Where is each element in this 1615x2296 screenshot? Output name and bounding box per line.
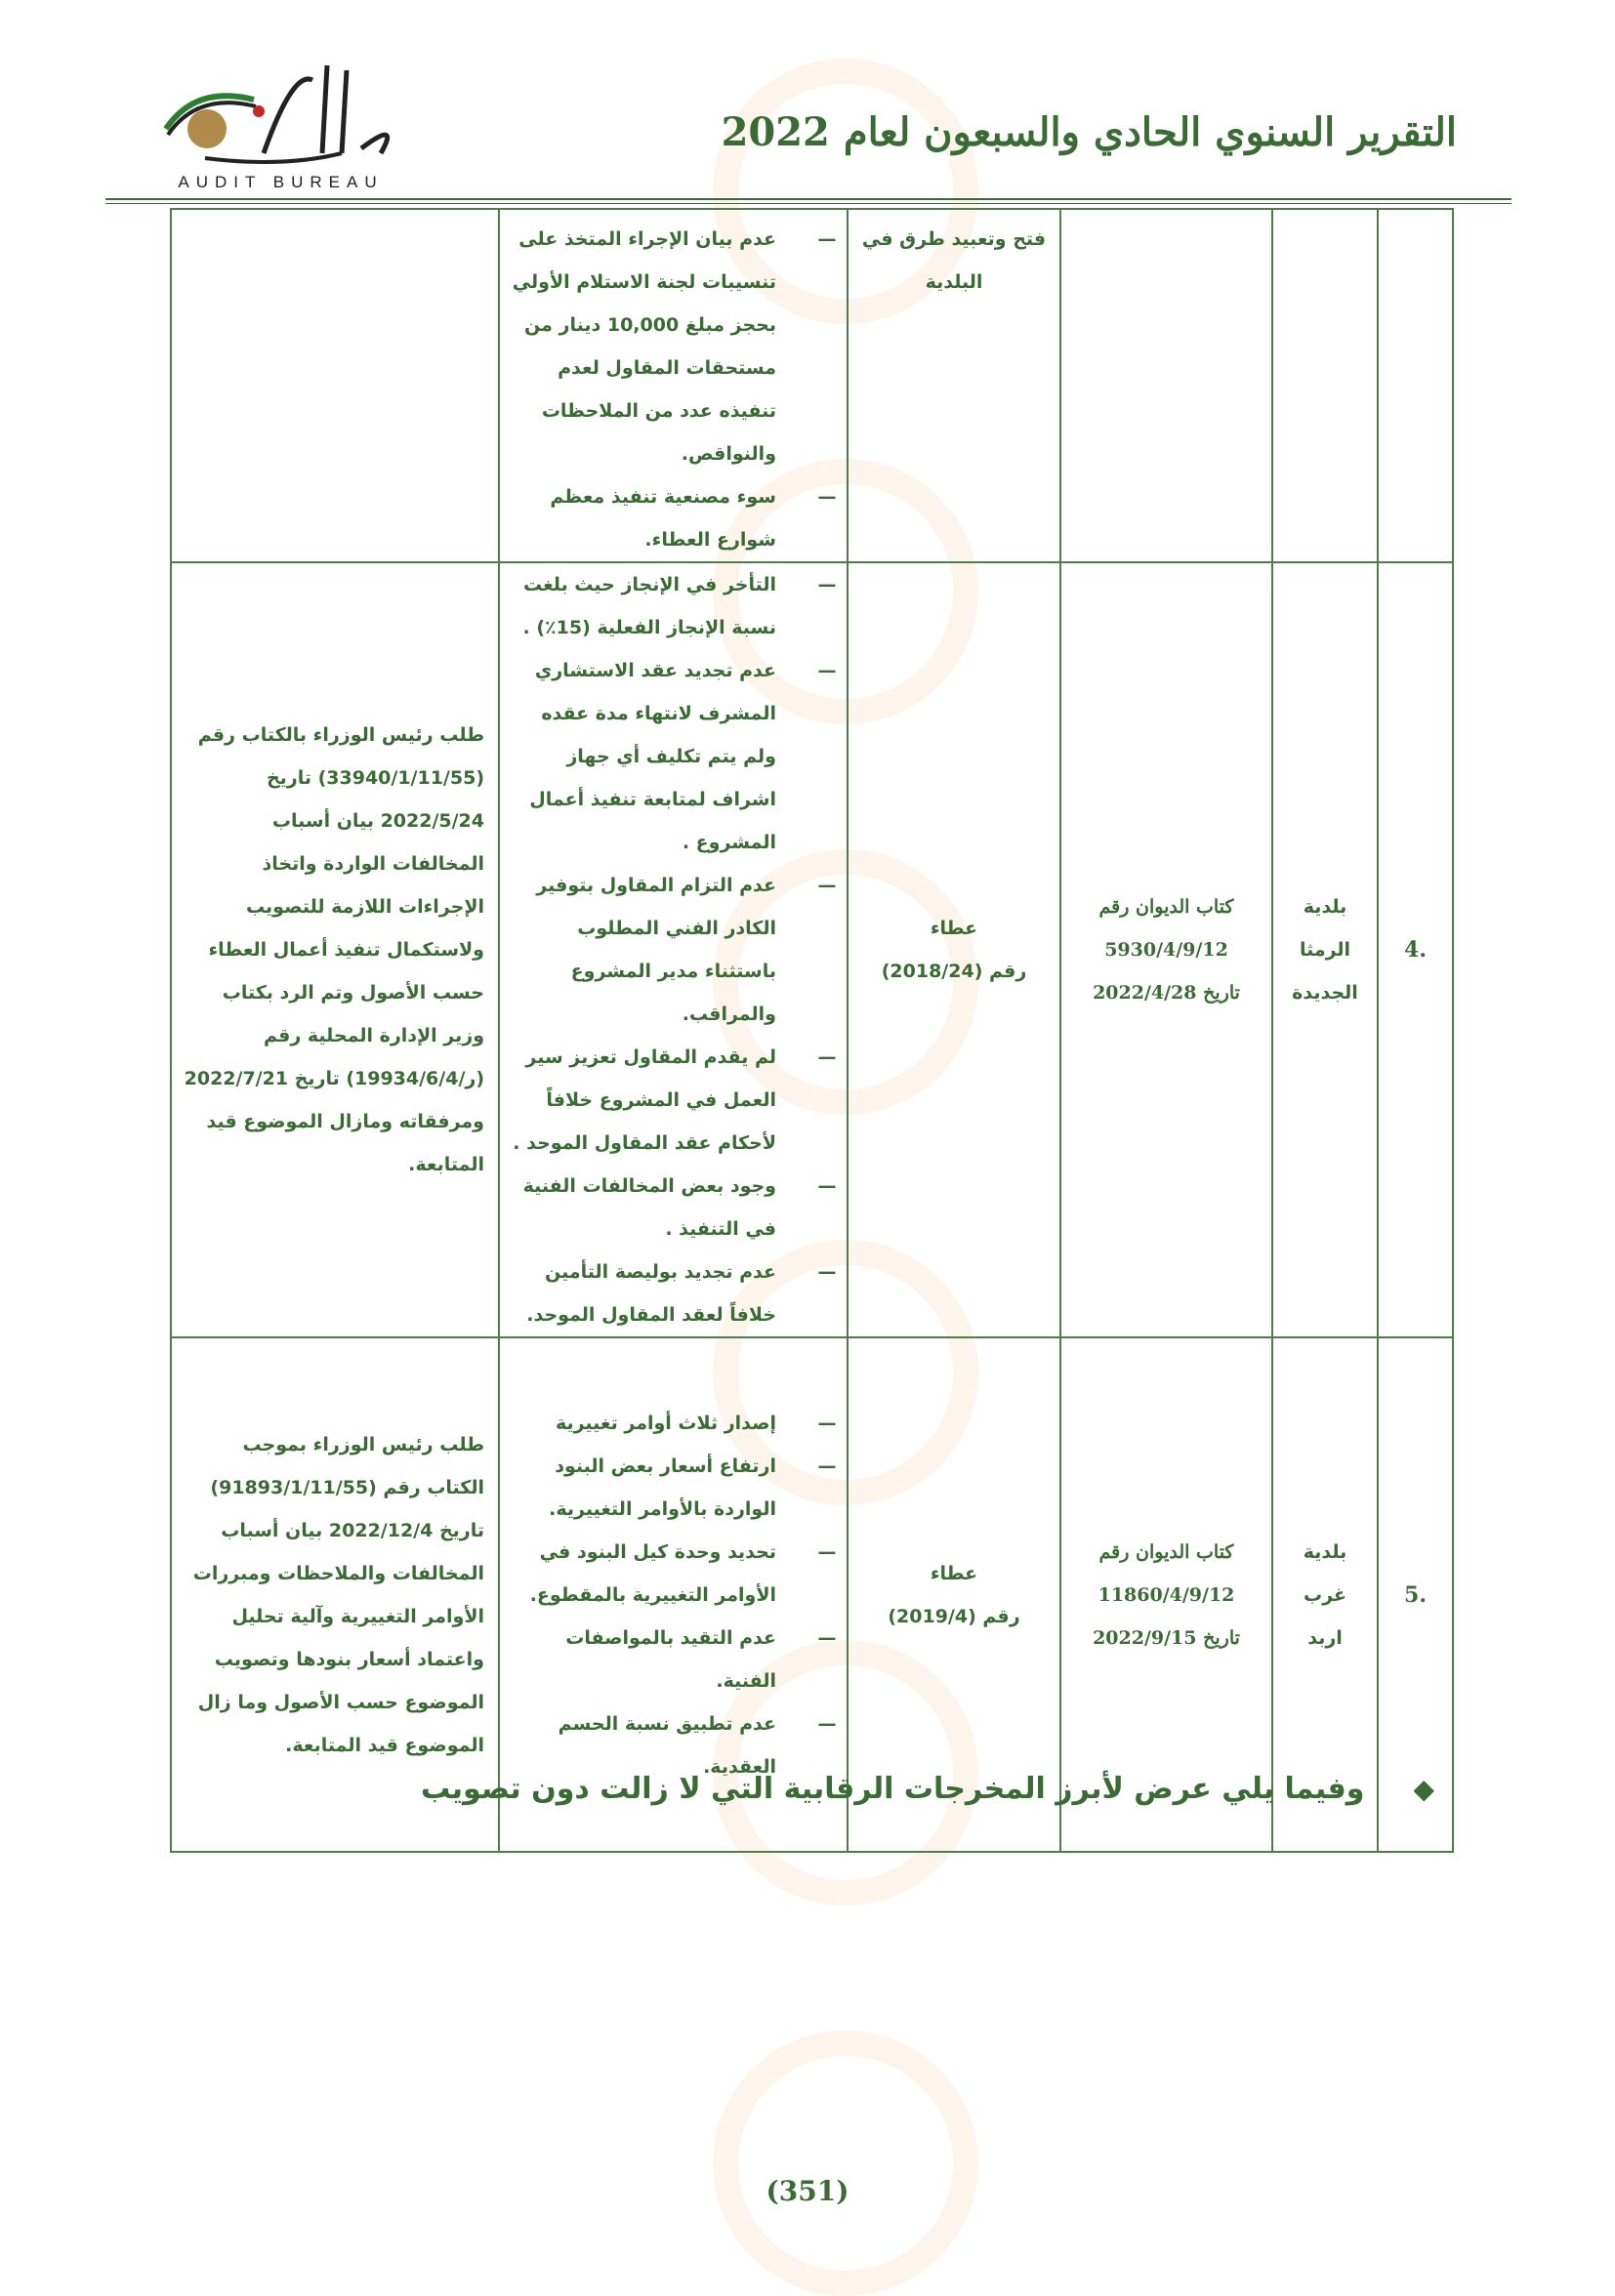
section-intro: [421, 1772, 1434, 1806]
project: [848, 209, 1060, 562]
dash-icon: —: [817, 1046, 837, 1068]
project: عطاء رقم (2019/4): [848, 1337, 1060, 1852]
finding-item: — إصدار ثلاث أوامر تغييرية: [510, 1402, 776, 1445]
dash-icon: —: [817, 1455, 837, 1477]
dash-icon: —: [817, 1626, 837, 1649]
findings-cell: [499, 209, 848, 562]
dash-icon: —: [817, 228, 837, 250]
diamond-icon: ◆: [1413, 1773, 1434, 1805]
municipality: بلدية غرب اربد: [1272, 1337, 1378, 1852]
audit-letter: كتاب الديوان رقم 5930/4/9/12 تاريخ 2022/4/28: [1060, 562, 1272, 1337]
header-divider: [105, 198, 1511, 200]
table-row: [171, 562, 1453, 1337]
finding-item: — عدم تجديد بوليصة التأمين خلافاً لعقد المقاول الموحد.: [510, 1250, 776, 1336]
response: طلب رئيس الوزراء بموجب الكتاب رقم (91893/1/11/55) تاريخ 2022/12/4 بيان أسباب المخالفات والملاحظات ومبررات الأوامر التغييرية وآلية تحليل واعتماد أسعار بنودها وتصويب الموضوع حسب الأصول وما زال الموضوع قيد المتابعة.: [171, 1337, 499, 1852]
finding-item: — لم يقدم المقاول تعزيز سير العمل في المشروع خلافاً لأحكام عقد المقاول الموحد .: [510, 1036, 776, 1165]
dash-icon: —: [817, 875, 837, 896]
municipality: [1272, 209, 1378, 562]
dash-icon: —: [817, 1261, 837, 1283]
finding-item: — عدم بيان الإجراء المتخذ على تنسيبات لجنة الاستلام الأولي بحجز مبلغ 10,000 دينار من مستحقات المقاول لعدم تنفيذه عدد من الملاحظات والنواقص.: [510, 218, 776, 475]
page-number: (351): [766, 2175, 849, 2207]
row-number: .5: [1378, 1337, 1453, 1852]
watermark-clock: [713, 2030, 978, 2296]
finding-item: — عدم تجديد عقد الاستشاري المشرف لانتهاء مدة عقده ولم يتم تكليف أي جهاز اشراف لمتابعة تنفيذ أعمال المشروع .: [510, 649, 776, 864]
table-row: [171, 209, 1453, 562]
municipality: بلدية الرمثا الجديدة: [1272, 562, 1378, 1337]
dash-icon: —: [817, 1712, 837, 1735]
findings-cell: [499, 562, 848, 1337]
dash-icon: —: [817, 660, 837, 681]
dash-icon: —: [817, 574, 837, 595]
row-number: .4: [1378, 562, 1453, 1337]
dash-icon: —: [817, 1175, 837, 1197]
header-divider: [105, 203, 1511, 204]
finding-item: — عدم تطبيق نسبة الحسم العقدية.: [510, 1702, 776, 1788]
logo-emblem-icon: [146, 61, 415, 168]
logo-text: AUDIT BUREAU: [178, 173, 384, 191]
response: طلب رئيس الوزراء بالكتاب رقم (33940/1/11/55) تاريخ 2022/5/24 بيان أسباب المخالفات الواردة واتخاذ الإجراءات اللازمة للتصويب ولاستكمال تنفيذ أعمال العطاء حسب الأصول وتم الرد بكتاب وزير الإدارة المحلية رقم (ر/19934/6/4) تاريخ 2022/7/21 ومرفقاته ومازال الموضوع قيد المتابعة.: [171, 562, 499, 1337]
page-title: التقرير السنوي الحادي والسبعون لعام 2022: [721, 109, 1457, 155]
project-name: فتح وتعبيد طرق في البلدية: [861, 228, 1047, 293]
finding-item: — عدم التقيد بالمواصفات الفنية.: [510, 1617, 776, 1702]
finding-item: — التأخر في الإنجاز حيث بلغت نسبة الإنجاز الفعلية (15٪) .: [510, 563, 776, 649]
finding-item: — عدم التزام المقاول بتوفير الكادر الفني المطلوب باستثناء مدير المشروع والمراقب.: [510, 864, 776, 1036]
dash-icon: —: [817, 1412, 837, 1434]
project: عطاء رقم (2018/24): [848, 562, 1060, 1337]
finding-item: — تحديد وحدة كيل البنود في الأوامر التغييرية بالمقطوع.: [510, 1531, 776, 1617]
finding-item: — وجود بعض المخالفات الفنية في التنفيذ .: [510, 1165, 776, 1250]
audit-letter: [1060, 209, 1272, 562]
audit-letter: كتاب الديوان رقم 11860/4/9/12 تاريخ 2022/9/15: [1060, 1337, 1272, 1852]
dash-icon: —: [817, 486, 837, 508]
section-intro-text: وفيما يلي عرض لأبرز المخرجات الرقابية التي لا زالت دون تصويب: [421, 1772, 1365, 1806]
response: [171, 209, 499, 562]
finding-item: — سوء مصنعية تنفيذ معظم شوارع العطاء.: [510, 475, 776, 561]
dash-icon: —: [817, 1540, 837, 1563]
finding-item: — ارتفاع أسعار بعض البنود الواردة بالأوامر التغييرية.: [510, 1445, 776, 1531]
findings-table: [170, 208, 1454, 1853]
row-number: [1378, 209, 1453, 562]
audit-bureau-logo: [146, 61, 415, 192]
